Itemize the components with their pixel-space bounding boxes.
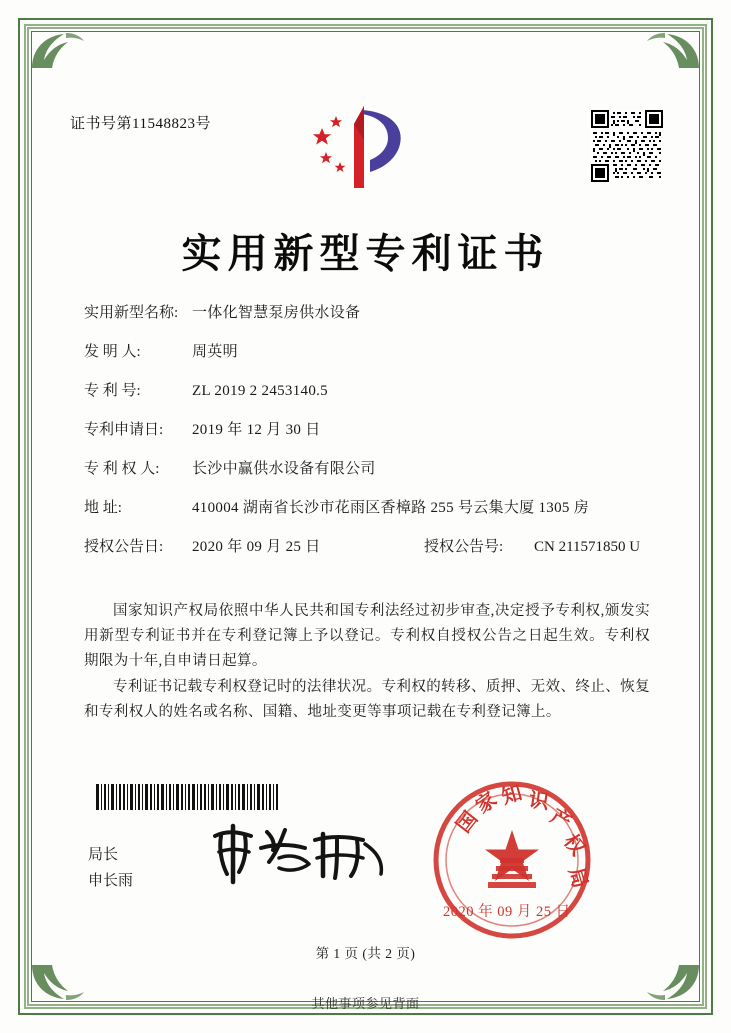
svg-text:国: 国 [452, 807, 483, 838]
field-value: 2020 年 09 月 25 日 [192, 539, 321, 555]
paragraph-2: 专利证书记载专利权登记时的法律状况。专利权的转移、质押、无效、终止、恢复和专利权人的姓名或名称、国籍、地址变更等事项记载在专利登记簿上。 [84, 679, 650, 720]
field-row-patent-number [84, 381, 650, 401]
field-label: 实用新型名称: [84, 305, 179, 321]
field-value: 周英明 [192, 344, 238, 360]
barcode [96, 784, 278, 810]
field-row-application-date [84, 420, 650, 440]
field-label: 发 明 人: [84, 344, 141, 360]
qr-code [591, 110, 663, 182]
cnipa-logo-icon [300, 100, 420, 195]
field-value-secondary: CN 211571850 U [534, 539, 641, 555]
director-block [88, 842, 133, 894]
field-row-patentee [84, 459, 650, 479]
corner-ornament-icon [30, 30, 86, 70]
certificate-number: 证书号第11548823号 [70, 116, 211, 132]
field-value: 长沙中赢供水设备有限公司 [192, 461, 376, 477]
svg-text:知: 知 [499, 782, 525, 809]
field-label: 专 利 号: [84, 383, 141, 399]
field-label: 地 址: [84, 500, 122, 516]
field-value: 410004 湖南省长沙市花雨区香樟路 255 号云集大厦 1305 房 [192, 500, 590, 516]
seal-date: 2020 年 09 月 25 日 [443, 904, 571, 920]
svg-text:局: 局 [564, 865, 591, 891]
field-list [84, 303, 650, 576]
paragraph-1: 国家知识产权局依照中华人民共和国专利法经过初步审查,决定授予专利权,颁发实用新型专利证书并在专利登记簿上予以登记。专利权自授权公告之日起生效。专利权期限为十年,自申请日起算。 [84, 603, 650, 669]
field-label: 授权公告日: [84, 539, 164, 555]
field-label-secondary: 授权公告号: [424, 539, 504, 555]
page-number: 第 1 页 (共 2 页) [315, 946, 416, 961]
director-name: 申长雨 [88, 873, 134, 889]
page-title: 实用新型专利证书 [181, 230, 550, 277]
field-value: ZL 2019 2 2453140.5 [192, 383, 328, 399]
footer-note: 其他事项参见背面 [311, 996, 420, 1011]
corner-ornament-icon [645, 30, 701, 70]
field-row-inventor [84, 342, 650, 362]
svg-text:识: 识 [527, 789, 551, 814]
director-signature [205, 818, 395, 888]
field-value: 一体化智慧泵房供水设备 [192, 305, 361, 321]
field-label: 专利申请日: [84, 422, 164, 438]
field-row-name [84, 303, 650, 323]
svg-text:家: 家 [472, 788, 502, 819]
director-label: 局长 [88, 847, 119, 863]
field-row-grant [84, 537, 650, 557]
field-value: 2019 年 12 月 30 日 [192, 422, 321, 438]
field-row-address [84, 498, 650, 518]
svg-text:产: 产 [546, 805, 575, 835]
svg-text:权: 权 [559, 830, 589, 860]
field-label: 专 利 权 人: [84, 461, 160, 477]
body-text [84, 599, 650, 726]
